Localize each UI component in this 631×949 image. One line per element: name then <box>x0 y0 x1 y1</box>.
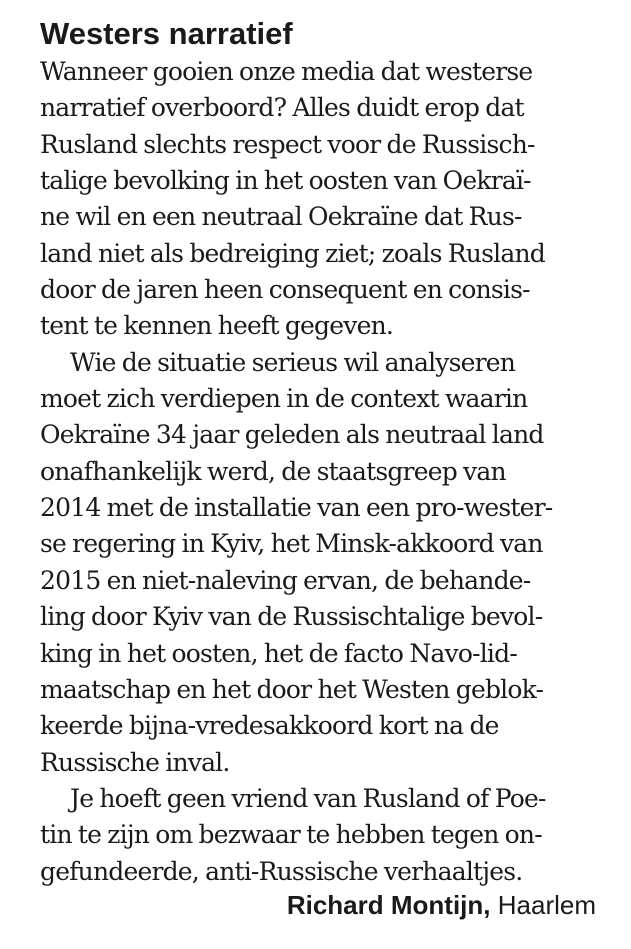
author-name: Richard Montijn, <box>286 890 491 920</box>
letter-signature <box>287 887 596 923</box>
text-line: door de jaren heen consequent en consis- <box>40 275 530 305</box>
text-line: Wie de situatie serieus wil analyseren <box>70 347 516 377</box>
text-line: Oekraïne 34 jaar geleden als neutraal land <box>40 420 544 450</box>
text-line: Rusland slechts respect voor de Russisch- <box>40 129 535 159</box>
paragraph-2 <box>40 345 600 781</box>
text-line: ling door Kyiv van de Russischtalige bevol- <box>40 602 543 632</box>
text-line: tin te zijn om bezwaar te hebben tegen on- <box>40 820 542 850</box>
text-line: narratief overboord? Alles duidt erop dat <box>40 93 524 123</box>
text-line: keerde bijna-vredesakkoord kort na de <box>40 711 499 741</box>
text-line: Je hoeft geen vriend van Rusland of Poe- <box>70 783 546 813</box>
text-line: onafhankelijk werd, de staatsgreep van <box>40 456 506 486</box>
text-line: Wanneer gooien onze media dat westerse <box>40 57 533 86</box>
letter-headline: Westers narratief <box>40 16 293 51</box>
paragraph-1 <box>40 54 600 345</box>
text-line: ne wil en een neutraal Oekraïne dat Rus- <box>40 202 522 232</box>
text-line: moet zich verdiepen in de context waarin <box>40 384 528 414</box>
text-line: talige bevolking in het oosten van Oekraï- <box>40 166 531 196</box>
text-line: king in het oosten, het de facto Navo-lid- <box>40 638 517 668</box>
text-line: Russische inval. <box>40 747 230 777</box>
text-line: gefundeerde, anti-Russische verhaaltjes. <box>40 856 523 886</box>
text-line: 2015 en niet-naleving ervan, de behande- <box>40 565 531 595</box>
text-line: land niet als bedreiging ziet; zoals Rusland <box>40 238 545 268</box>
text-line: 2014 met de installatie van een pro-wester- <box>40 493 553 523</box>
text-line: maatschap en het door het Westen geblok- <box>40 674 544 704</box>
paragraph-3 <box>40 781 600 890</box>
author-city: Haarlem <box>497 890 596 920</box>
text-line: tent te kennen heeft gegeven. <box>40 311 394 341</box>
reader-letter <box>40 14 600 890</box>
text-line: se regering in Kyiv, het Minsk-akkoord van <box>40 529 543 559</box>
